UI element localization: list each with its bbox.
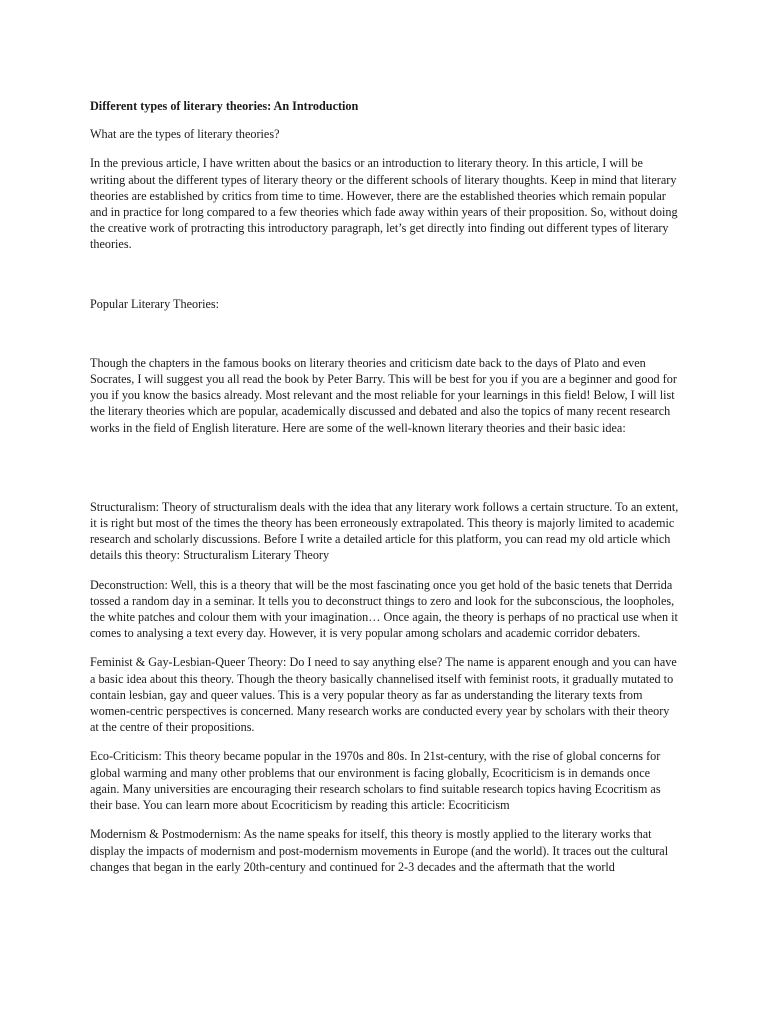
spacer xyxy=(90,266,680,296)
theory-structuralism: Structuralism: Theory of structuralism deals with the idea that any literary work follows a certain structure. To an extent, it is right but most of the times the theory has been erroneously extrapolated. This theory is majorly limited to academic research and scholarly discussions. Before I write a detailed article for this platform, you can read my old article which details this theory: Structuralism Literary Theory xyxy=(90,499,679,563)
section-heading: Popular Literary Theories: xyxy=(90,296,220,311)
theory-deconstruction: Deconstruction: Well, this is a theory that will be the most fascinating once you get hold of the basic tenets that Derrida tossed a random day in a seminar. It tells you to deconstruct things to zero and look for the subconscious, the loopholes, the white patches and colour them with your imagination… Once again, the theory is perhaps of no practical use when it comes to analysing a text every day. However, it is very popular among scholars and academic corridor debaters. xyxy=(90,577,678,641)
question-paragraph: What are the types of literary theories? xyxy=(90,127,280,142)
intro-paragraph: In the previous article, I have written about the basics or an introduction to literary theory. In this article, I will be writing about the different types of literary theory or the different schools of literary thoughts. Keep in mind that literary theories are established by critics from time to time. However, there are the established theories which remain popular and in practice for long compared to a few theories which fade away within years of their proposition. So, without doing the creative work of protracting this introductory paragraph, let’s get directly into finding out different types of literary theories. xyxy=(90,156,678,252)
theory-feminist-queer: Feminist & Gay-Lesbian-Queer Theory: Do I need to say anything else? The name is apparent enough and you can have a basic idea about this theory. Though the theory basically channelised itself with feminist roots, it gradually mutated to contain lesbian, gay and queer values. This is a very popular theory as far as understanding the literary texts from women-centric perspectives is concerned. Many research works are conducted every year by scholars with their theory at the centre of their propositions. xyxy=(90,655,677,735)
document-page xyxy=(90,98,680,888)
theory-modernism-postmodernism: Modernism & Postmodernism: As the name speaks for itself, this theory is mostly applied to the literary works that display the impacts of modernism and post-modernism movements in Europe (and the world). It traces out the cultural changes that began in the early 20th-century and continued for 2-3 decades and the aftermath that the world xyxy=(90,827,669,874)
document-title: Different types of literary theories: An Introduction xyxy=(90,99,359,113)
spacer xyxy=(90,325,680,355)
theory-eco-criticism: Eco-Criticism: This theory became popular in the 1970s and 80s. In 21st-century, with the rise of global concerns for global warming and many other problems that our environment is facing globally, Ecocriticism is in demands once again. Many universities are encouraging their research scholars to find suitable research topics having Ecocritism as their base. You can learn more about Ecocriticism by reading this article: Ecocriticism xyxy=(90,749,661,813)
spacer xyxy=(90,449,680,499)
section-intro-paragraph: Though the chapters in the famous books on literary theories and criticism date back to the days of Plato and even Socrates, I will suggest you all read the book by Peter Barry. This will be best for you if you are a beginner and good for you if you know the basics already. Most relevant and the most reliable for your learnings in this field! Below, I will list the literary theories which are popular, academically discussed and debated and also the topics of many recent research works in the field of English literature. Here are some of the well-known literary theories and their basic idea: xyxy=(90,355,677,435)
